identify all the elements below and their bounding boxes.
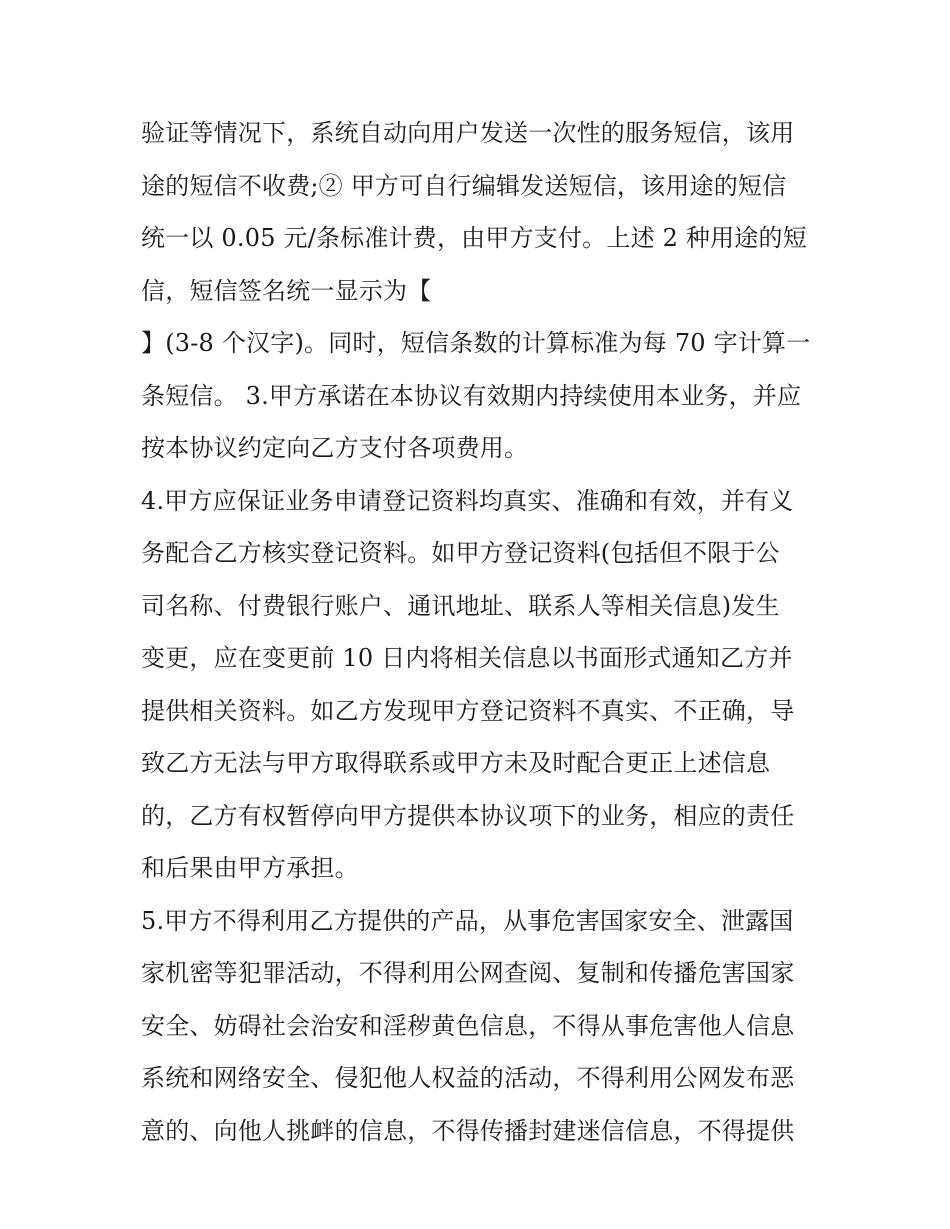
document-body-text [141, 107, 821, 1157]
text-line-14: 的，乙方有权暂停向甲方提供本协议项下的业务，相应的责任 [141, 801, 795, 830]
text-line-16: 5.甲方不得利用乙方提供的产品，从事危害国家安全、泄露国 [141, 906, 794, 935]
text-line-13: 致乙方无法与甲方取得联系或甲方未及时配合更正上述信息 [141, 749, 771, 777]
text-line-5: 】(3-8 个汉字)。同时，短信条数的计算标准为每 70 字计算一 [141, 329, 811, 357]
text-line-15: 和后果由甲方承担。 [141, 854, 359, 882]
text-line-10: 司名称、付费银行账户、通讯地址、联系人等相关信息)发生 [141, 591, 780, 620]
text-line-18: 安全、妨碍社会治安和淫秽黄色信息，不得从事危害他人信息 [141, 1011, 795, 1040]
text-line-2: 途的短信不收费;② 甲方可自行编辑发送短信，该用途的短信 [141, 171, 787, 200]
text-line-9: 务配合乙方核实登记资料。如甲方登记资料(包括但不限于公 [141, 539, 780, 567]
text-line-6: 条短信。 3.甲方承诺在本协议有效期内持续使用本业务，并应 [141, 381, 802, 410]
text-line-8: 4.甲方应保证业务申请登记资料均真实、准确和有效，并有义 [141, 486, 794, 515]
text-line-12: 提供相关资料。如乙方发现甲方登记资料不真实、不正确，导 [141, 696, 795, 725]
text-line-19: 系统和网络安全、侵犯他人权益的活动，不得利用公网发布恶 [141, 1064, 795, 1092]
text-line-11: 变更，应在变更前 10 日内将相关信息以书面形式通知乙方并 [141, 644, 793, 672]
text-line-17: 家机密等犯罪活动，不得利用公网查阅、复制和传播危害国家 [141, 959, 795, 987]
text-line-4: 信，短信签名统一显示为【 [141, 276, 432, 305]
text-line-3: 统一以 0.05 元/条标准计费，由甲方支付。上述 2 种用途的短 [141, 224, 807, 252]
text-line-7: 按本协议约定向乙方支付各项费用。 [141, 434, 529, 462]
text-line-1: 验证等情况下，系统自动向用户发送一次性的服务短信，该用 [141, 119, 795, 147]
text-line-20: 意的、向他人挑衅的信息，不得传播封建迷信信息，不得提供 [141, 1116, 795, 1145]
